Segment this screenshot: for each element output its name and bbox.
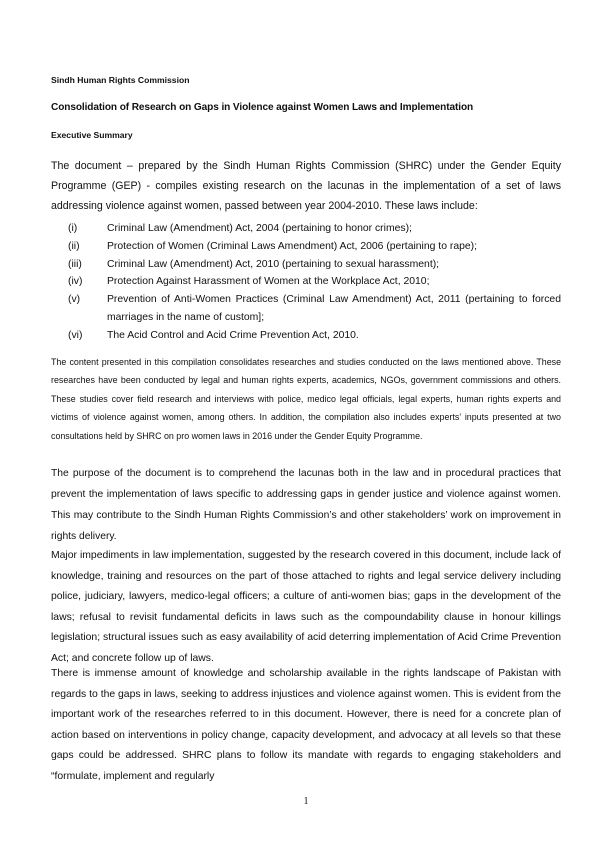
section-heading: Executive Summary — [51, 130, 133, 140]
impediments-paragraph: Major impediments in law implementation, suggested by the research covered in this document, include lack of knowledge, training and resources on the part of those attached to rights and legal service delivery including police, judiciary, lawyers, medico-legal officers; a culture of anti-women bias; gaps in the development of the laws; refusal to revisit fundamental deficits in laws such as the compoundability clause in honour killings legislation; structural issues such as easy availability of acid deterring implementation of Acid Crime Prevention Act; and concrete follow up of laws. — [51, 550, 561, 664]
page-number: 1 — [303, 796, 309, 807]
law-item — [68, 291, 561, 327]
law-text: The Acid Control and Acid Crime Prevention Act, 2010. — [107, 329, 359, 341]
law-item — [68, 273, 561, 291]
law-text: Criminal Law (Amendment) Act, 2010 (pertaining to sexual harassment); — [107, 258, 440, 270]
organization-name: Sindh Human Rights Commission — [51, 75, 190, 85]
law-number: (v) — [68, 294, 81, 306]
law-item — [68, 220, 561, 238]
intro-paragraph: The document – prepared by the Sindh Human Rights Commission (SHRC) under the Gender Equity Programme (GEP) - compiles existing research on the lacunas in the implementation of a set of laws addressing violence against women, passed between year 2004-2010. These laws include: — [51, 160, 561, 212]
purpose-paragraph: The purpose of the document is to comprehend the lacunas both in the law and in procedural practices that prevent the implementation of laws specific to addressing gaps in gender justice and violence against women. This may contribute to the Sindh Human Rights Commission’s and other stakeholders’ work on improvement in rights delivery. — [51, 468, 561, 542]
document-title: Consolidation of Research on Gaps in Violence against Women Laws and Implementation — [51, 102, 474, 113]
content-paragraph: The content presented in this compilation consolidates researches and studies conducted on the laws mentioned above. These researches have been conducted by legal and human rights experts, academics, NGOs, government commissions and others. These studies cover field research and interviews with police, medico legal officials, legal experts, human rights experts and victims of violence against women, among others. In addition, the compilation also includes experts’ inputs presented at two consultations held by SHRC on pro women laws in 2016 under the Gender Equity Programme. — [51, 357, 561, 441]
law-number: (iv) — [68, 276, 83, 288]
law-item — [68, 256, 561, 274]
law-number: (i) — [68, 223, 78, 234]
law-item — [68, 238, 561, 256]
law-text: Criminal Law (Amendment) Act, 2004 (pertaining to honor crimes); — [107, 223, 412, 234]
knowledge-paragraph: There is immense amount of knowledge and scholarship available in the rights landscape of Pakistan with regards to the gaps in laws, seeking to address injustices and violence against women. This is evident from the important work of the researches referred to in this document. However, there is need for a concrete plan of action based on interventions in policy change, capacity development, and advocacy at all levels so that these gaps could be addressed. SHRC plans to follow its mandate with regards to engaging stakeholders and “formulate, implement and regularly — [51, 668, 561, 782]
law-number: (ii) — [68, 240, 80, 252]
law-text: Prevention of Anti-Women Practices (Criminal Law Amendment) Act, 2011 (pertaining to forced marriages in the name of custom]; — [107, 294, 561, 323]
law-number: (vi) — [68, 329, 83, 341]
law-text: Protection of Women (Criminal Laws Amendment) Act, 2006 (pertaining to rape); — [107, 240, 478, 252]
laws-list — [68, 220, 561, 345]
law-number: (iii) — [68, 258, 82, 270]
law-item — [68, 327, 561, 345]
law-text: Protection Against Harassment of Women at the Workplace Act, 2010; — [107, 276, 430, 288]
